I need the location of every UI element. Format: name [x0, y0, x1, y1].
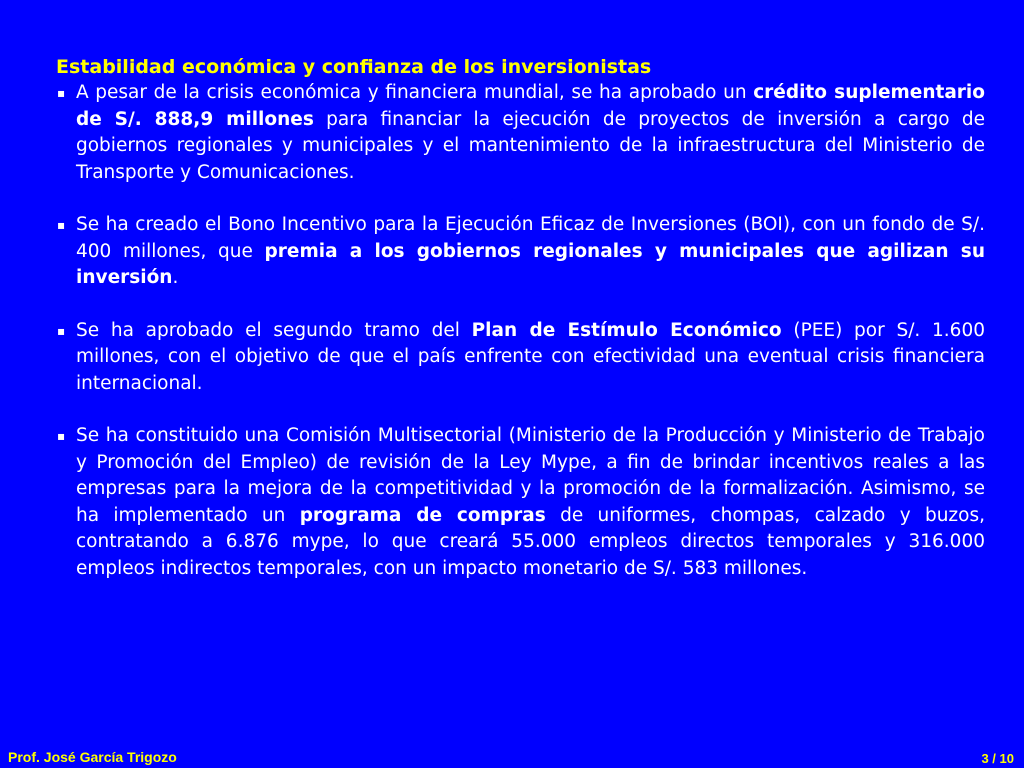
bullet-text-emphasis: Plan de Estímulo Económico	[471, 319, 782, 341]
bullet-text-segment: para financiar la ejecución de proyectos de inversión a cargo de gobiernos regionales y municipales y el mantenimiento de la infraestructura del Ministerio de Transporte y Comunicaciones.	[76, 108, 985, 183]
bullet-text-emphasis: programa de compras	[299, 504, 546, 526]
bullet-square-icon: ▪	[57, 429, 66, 443]
bullet-text-segment: Se ha creado el Bono Incentivo para la Ejecución Eficaz de Inversiones (BOI), con un fondo de S/. 400 millones, que	[76, 214, 985, 262]
bullet-text-segment: Se ha constituido una Comisión Multisectorial (Ministerio de la Producción y Ministerio de Trabajo y Promoción del Empleo) de revisión de la Ley Mype, a fin de brindar incentivos reales a las empresas para la mejora de la competitividad y la promoción de la formalización. Asimismo, se ha implementado un	[76, 425, 985, 526]
page-number: 3 / 10	[981, 751, 1014, 766]
bullet-text-segment: de uniformes, chompas, calzado y buzos, contratando a 6.876 mype, lo que creará 55.000 empleos directos temporales y 316.000 empleos indirectos temporales, con un impacto monetario de S/. 583 millones.	[76, 504, 985, 579]
bullet-square-icon: ▪	[57, 86, 66, 100]
bullet-item	[56, 212, 985, 292]
bullet-list	[56, 80, 985, 608]
bullet-text-segment: A pesar de la crisis económica y financiera mundial, se ha aprobado un	[76, 82, 754, 103]
bullet-text-segment: (PEE) por S/. 1.600 millones, con el objetivo de que el país enfrente con efectividad una eventual crisis financiera internacional.	[76, 319, 985, 394]
bullet-square-icon: ▪	[57, 323, 66, 338]
slide-title: Estabilidad económica y confianza de los inversionistas	[56, 56, 652, 78]
bullet-text-emphasis: crédito suplementario de S/. 888,9 millones	[76, 82, 985, 130]
bullet-item	[56, 318, 985, 398]
footer-author: Prof. José García Trigozo	[8, 749, 177, 765]
bullet-text-segment: .	[172, 267, 179, 288]
bullet-item	[56, 423, 985, 582]
bullet-text-segment: Se ha aprobado el segundo tramo del	[76, 319, 472, 341]
bullet-text-emphasis: premia a los gobiernos regionales y municipales que agilizan su inversión	[76, 240, 985, 288]
bullet-item	[56, 80, 985, 186]
bullet-square-icon: ▪	[57, 218, 66, 232]
